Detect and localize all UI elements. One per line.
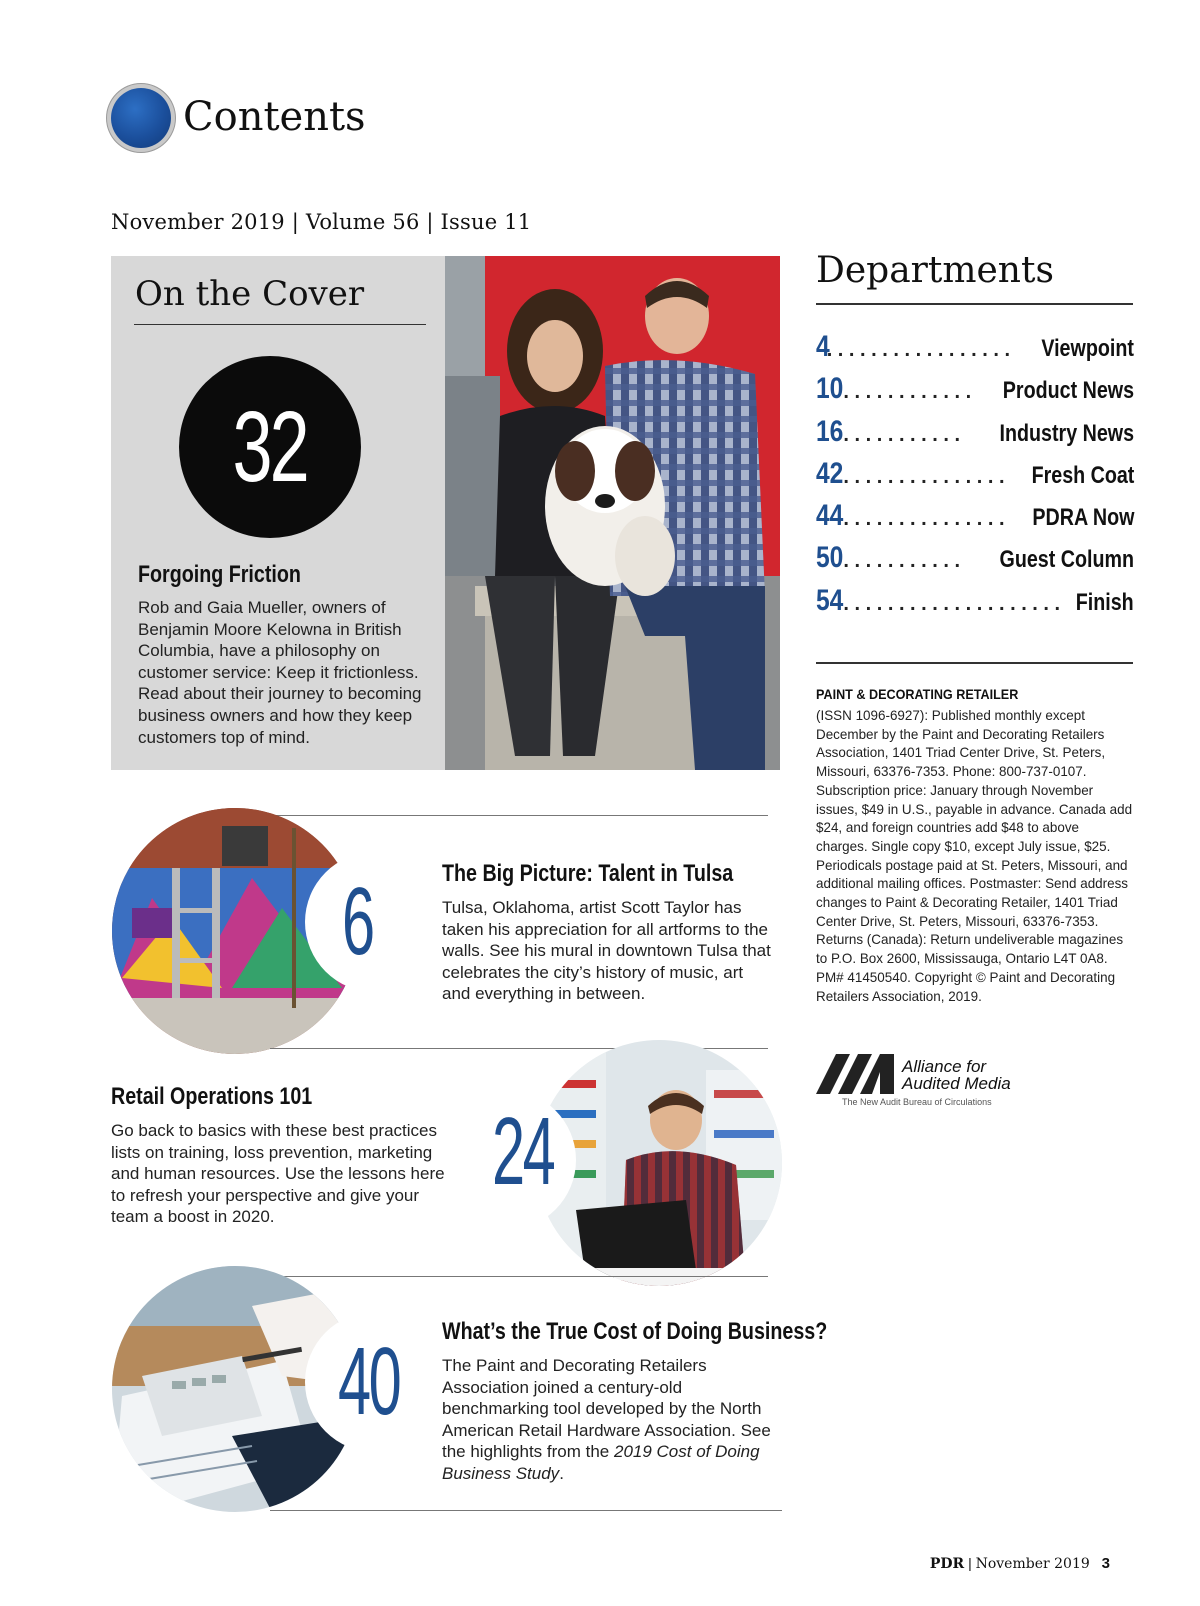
department-label: Viewpoint [1041, 335, 1134, 362]
feature-body-end: . [559, 1463, 564, 1483]
department-item[interactable] [816, 330, 1134, 372]
cover-heading: On the Cover [135, 274, 365, 314]
feature-divider [270, 815, 768, 816]
department-page: 54 [816, 583, 844, 617]
department-page: 42 [816, 456, 844, 490]
leader-dots [843, 466, 1004, 489]
feature-body: Tulsa, Oklahoma, artist Scott Taylor has taken his appreciation for all artforms to the walls. See his mural in downtown Tulsa that celebrates the city’s history of music, art and everything in between. [442, 898, 771, 1004]
footer-separator: | [968, 1555, 972, 1571]
masthead-body: (ISSN 1096-6927): Published monthly except December by the Paint and Decorating Retailers Association, 1401 Triad Center Drive, St. Peters, Missouri, 63376-7353. Phone: 800-737-0107. Subscription price: January through November issues, $49 in U.S., payable in advance. Canada add $24, and foreign countries add $48 to above charges. Single copy $10, except July issue, $25. Periodicals postage paid at St. Peters, Missouri, and additional mailing offices. Postmaster: Send address changes to Paint & Decorating Retailer, 1401 Triad Center Drive, St. Peters, Missouri, 63376-7353. Returns (Canada): Return undeliverable magazines to P.O. Box 2600, Mississauga, Ontario L4T 0A8. PM# 41450540. Copyright © Paint and Decorating Retailers Association, 2019. [816, 707, 1133, 1004]
cover-photo [445, 256, 780, 770]
cover-story-title[interactable]: Forgoing Friction [138, 561, 301, 588]
masthead-title: PAINT & DECORATING RETAILER [816, 686, 1019, 702]
department-page: 4 [816, 330, 830, 363]
department-item[interactable] [816, 457, 1134, 499]
feature-page-number[interactable]: 24 [492, 1098, 554, 1205]
aam-subtitle: The New Audit Bureau of Circulations [842, 1097, 992, 1107]
feature-body [442, 1355, 792, 1485]
contents-bullet-icon [111, 88, 171, 148]
department-label: PDRA Now [1031, 504, 1134, 532]
department-label: Industry News [999, 419, 1134, 447]
cover-story-body: Rob and Gaia Mueller, owners of Benjamin Moore Kelowna in British Columbia, have a philosophy on customer service: Keep it frictionless. Read about their journey to becoming business owners and how they keep customers top of mind. [138, 598, 422, 747]
page-footer [930, 1555, 1110, 1572]
department-page: 44 [816, 499, 844, 533]
feature-body-text: The Paint and Decorating Retailers Association joined a century-old benchmarking tool developed by the North American Retail Hardware Association. See the highlights from the [442, 1356, 771, 1462]
feature-title[interactable]: Retail Operations 101 [111, 1083, 313, 1110]
leader-dots [843, 508, 1005, 531]
footer-brand: PDR [929, 1556, 965, 1572]
department-page: 16 [816, 414, 844, 448]
footer-page-number: 3 [1101, 1555, 1110, 1572]
department-item[interactable] [816, 372, 1134, 414]
aam-line1: Alliance for [902, 1057, 987, 1076]
issue-line: November 2019 | Volume 56 | Issue 11 [111, 210, 532, 234]
department-label: Fresh Coat [1031, 461, 1134, 489]
cover-page-badge[interactable] [179, 356, 361, 538]
department-label: Guest Column [999, 546, 1134, 574]
departments-divider-top [816, 303, 1133, 305]
department-page: 50 [816, 541, 844, 575]
cover-photo-illustration [445, 256, 780, 770]
leader-dots [827, 339, 1017, 362]
feature-page-number[interactable]: 6 [342, 868, 373, 975]
cover-divider [134, 324, 426, 325]
leader-dots [843, 593, 1059, 616]
cover-page-number: 32 [232, 391, 308, 503]
feature-divider [270, 1510, 782, 1511]
leader-dots [843, 424, 966, 447]
feature-number-cutout [305, 852, 445, 992]
departments-divider-bottom [816, 662, 1133, 664]
department-item[interactable] [816, 415, 1134, 457]
department-item[interactable] [816, 499, 1134, 541]
feature-body: Go back to basics with these best practices lists on training, loss prevention, marketing and human resources. Use the lessons here to refresh your perspective and give your team a boost in 2020. [111, 1121, 445, 1227]
cover-panel [111, 256, 445, 770]
study-title: 2019 Cost of Doing Business Study [442, 1442, 760, 1483]
department-label: Finish [1076, 588, 1134, 616]
department-label: Product News [1002, 377, 1134, 405]
page-title: Contents [183, 94, 366, 140]
leader-dots [843, 550, 966, 573]
footer-date: November 2019 [975, 1556, 1090, 1572]
departments-heading: Departments [816, 250, 1054, 291]
feature-divider [270, 1276, 768, 1277]
feature-title[interactable]: What’s the True Cost of Doing Business? [442, 1318, 828, 1345]
aam-line2: Audited Media [902, 1074, 1011, 1093]
department-page: 10 [816, 372, 844, 406]
department-item[interactable] [816, 541, 1134, 583]
aam-wordmark [902, 1058, 1011, 1092]
departments-list [816, 330, 1134, 626]
feature-title[interactable]: The Big Picture: Talent in Tulsa [442, 860, 734, 887]
leader-dots [843, 381, 970, 404]
feature-page-number[interactable]: 40 [338, 1328, 400, 1435]
department-item[interactable] [816, 584, 1134, 626]
